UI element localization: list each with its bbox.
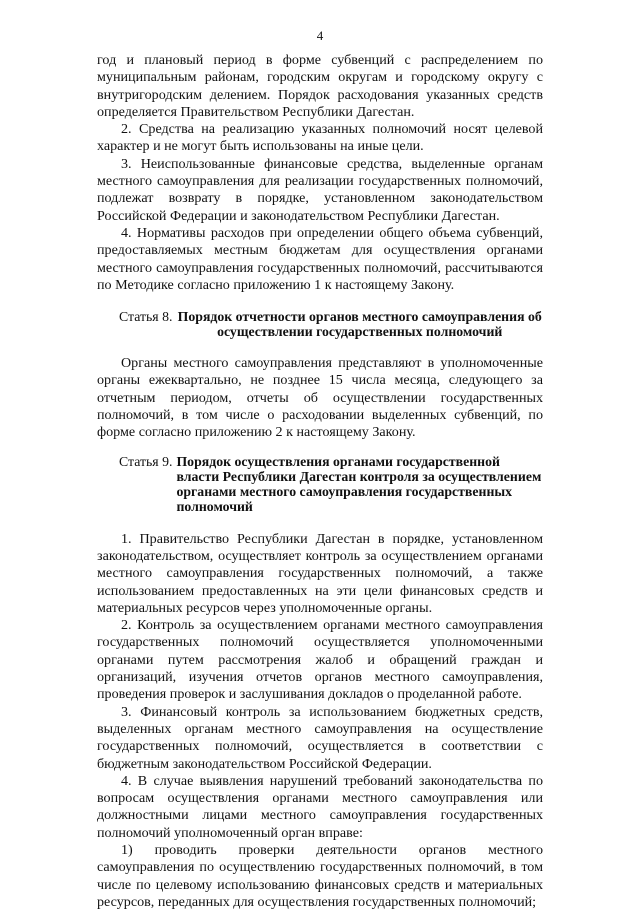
article-8-heading xyxy=(97,309,543,339)
article-9-title: Порядок осуществления органами государственной власти Республики Дагестан контроля за осуществлением органами местного самоуправления государственных полномочий xyxy=(176,453,542,514)
paragraph-item-2: 2. Средства на реализацию указанных полномочий носят целевой характер и не могут быть использованы на иные цели. xyxy=(97,121,543,155)
paragraph-continuation: год и плановый период в форме субвенций с распределением по муниципальным районам, городским округам и городскому округу с внутригородским делением. Порядок расходования указанных средств определяется Правительством Республики Дагестан. xyxy=(97,52,543,120)
article-8-number: Статья 8. xyxy=(119,309,173,325)
article-9-paragraph-3: 3. Финансовый контроль за использованием бюджетных средств, выделенных органам местного самоуправления на осуществление государственных полномочий, осуществляется в соответствии с бюджетным законодательством Российской Федерации. xyxy=(97,703,543,772)
article-8-title: Порядок отчетности органов местного самоуправления об осуществлении государственных полномочий xyxy=(177,309,542,340)
article-8-paragraph: Органы местного самоуправления представляют в уполномоченные органы ежеквартально, не позднее 15 числа месяца, следующего за отчетным периодом, отчеты об осуществлении государственных полномочий, в том числе о расходовании выделенных субвенций, по форме согласно приложению 2 к настоящему Закону. xyxy=(97,355,543,441)
paragraph-item-4: 4. Нормативы расходов при определении общего объема субвенций, предоставляемых местным бюджетам для осуществления органами местного самоуправления государственных полномочий, рассчитываются по Методике согласно приложению 1 к настоящему Закону. xyxy=(97,224,543,293)
article-9-paragraph-2: 2. Контроль за осуществлением органами местного самоуправления государственных полномочий осуществляется уполномоченными органами путем рассмотрения жалоб и обращений граждан и организаций, изучения отчетов органов местного самоуправления, проведения проверок и заслушивания докладов о проделанной работе. xyxy=(97,617,543,703)
article-9-paragraph-1: 1. Правительство Республики Дагестан в порядке, установленном законодательством, осуществляет контроль за осуществлением органами местного самоуправления государственных полномочий, а также использованием предоставленных на эти цели финансовых средств и материальных ресурсов через уполномоченные органы. xyxy=(97,530,543,616)
article-9-paragraph-4: 4. В случае выявления нарушений требований законодательства по вопросам осуществления органами местного самоуправления или должностными лицами местного самоуправления государственных полномочий уполномоченный орган вправе: xyxy=(97,772,543,841)
page-number: 4 xyxy=(316,28,324,43)
article-9-subitem-1: 1) проводить проверки деятельности органов местного самоуправления по осуществлению государственных полномочий, в том числе по целевому использованию финансовых средств и материальных ресурсов, переданных для осуществления государственных полномочий; xyxy=(97,841,543,910)
document-body xyxy=(97,52,543,911)
article-9-heading xyxy=(97,454,543,514)
article-9-number: Статья 9. xyxy=(119,453,173,469)
paragraph-item-3: 3. Неиспользованные финансовые средства, выделенные органам местного самоуправления для реализации государственных полномочий, подлежат возврату в порядке, установленном законодательством Российской Федерации и законодательством Республики Дагестан. xyxy=(97,155,543,224)
